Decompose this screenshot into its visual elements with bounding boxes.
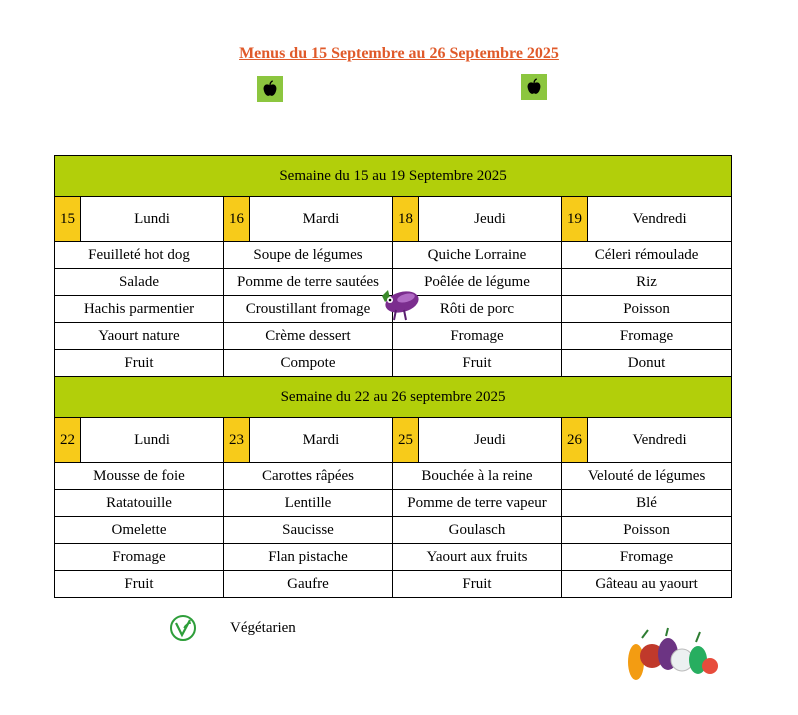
dish-cell: Poisson (562, 517, 732, 544)
day-name: Jeudi (419, 197, 562, 242)
dish-cell: Mousse de foie (55, 463, 224, 490)
dish-cell: Quiche Lorraine (393, 242, 562, 269)
dish-cell: Fromage (393, 323, 562, 350)
dish-cell: Lentille (224, 490, 393, 517)
apple-icon (257, 76, 283, 102)
day-name: Lundi (81, 418, 224, 463)
dish-cell: Gâteau au yaourt (562, 571, 732, 598)
day-number: 22 (55, 418, 81, 463)
dish-cell: Carottes râpées (224, 463, 393, 490)
day-number: 25 (393, 418, 419, 463)
dish-cell: Goulasch (393, 517, 562, 544)
dish-cell: Blé (562, 490, 732, 517)
day-number: 18 (393, 197, 419, 242)
apple-icon (521, 74, 547, 100)
dish-cell: Fruit (55, 350, 224, 377)
dish-cell: Rôti de porc (393, 296, 562, 323)
dish-cell: Fromage (562, 544, 732, 571)
dish-cell: Pomme de terre sautées (224, 269, 393, 296)
day-name: Lundi (81, 197, 224, 242)
dish-cell: Ratatouille (55, 490, 224, 517)
legend-label: Végétarien (230, 619, 296, 636)
day-number: 16 (224, 197, 250, 242)
dish-cell: Saucisse (224, 517, 393, 544)
day-number: 15 (55, 197, 81, 242)
day-number: 19 (562, 197, 588, 242)
dish-cell: Poêlée de légume (393, 269, 562, 296)
day-name: Mardi (250, 197, 393, 242)
dish-cell: Gaufre (224, 571, 393, 598)
eggplant-icon (376, 280, 422, 324)
dish-cell: Soupe de légumes (224, 242, 393, 269)
week-header: Semaine du 22 au 26 septembre 2025 (55, 377, 732, 418)
dish-cell: Yaourt nature (55, 323, 224, 350)
dish-cell: Fromage (55, 544, 224, 571)
page-title: Menus du 15 Septembre au 26 Septembre 2025 (239, 45, 559, 62)
vegetarian-icon (167, 614, 199, 642)
dish-cell: Céleri rémoulade (562, 242, 732, 269)
dish-cell: Compote (224, 350, 393, 377)
dish-cell: Crème dessert (224, 323, 393, 350)
dish-cell: Flan pistache (224, 544, 393, 571)
dish-cell: Bouchée à la reine (393, 463, 562, 490)
dish-cell: Pomme de terre vapeur (393, 490, 562, 517)
legend (167, 614, 296, 642)
dish-cell: Omelette (55, 517, 224, 544)
dish-cell: Salade (55, 269, 224, 296)
dish-cell: Yaourt aux fruits (393, 544, 562, 571)
dish-cell: Donut (562, 350, 732, 377)
vegetables-mascot (622, 626, 720, 690)
day-name: Jeudi (419, 418, 562, 463)
dish-cell: Riz (562, 269, 732, 296)
dish-cell: Fruit (393, 571, 562, 598)
week-header: Semaine du 15 au 19 Septembre 2025 (55, 156, 732, 197)
dish-cell: Poisson (562, 296, 732, 323)
dish-cell: Feuilleté hot dog (55, 242, 224, 269)
day-name: Mardi (250, 418, 393, 463)
dish-cell: Hachis parmentier (55, 296, 224, 323)
dish-cell: Fruit (55, 571, 224, 598)
day-name: Vendredi (588, 197, 732, 242)
day-number: 26 (562, 418, 588, 463)
dish-cell: Fruit (393, 350, 562, 377)
dish-cell: Croustillant fromage (224, 296, 393, 323)
day-number: 23 (224, 418, 250, 463)
dish-cell: Velouté de légumes (562, 463, 732, 490)
menu-table (54, 155, 732, 598)
day-name: Vendredi (588, 418, 732, 463)
dish-cell: Fromage (562, 323, 732, 350)
